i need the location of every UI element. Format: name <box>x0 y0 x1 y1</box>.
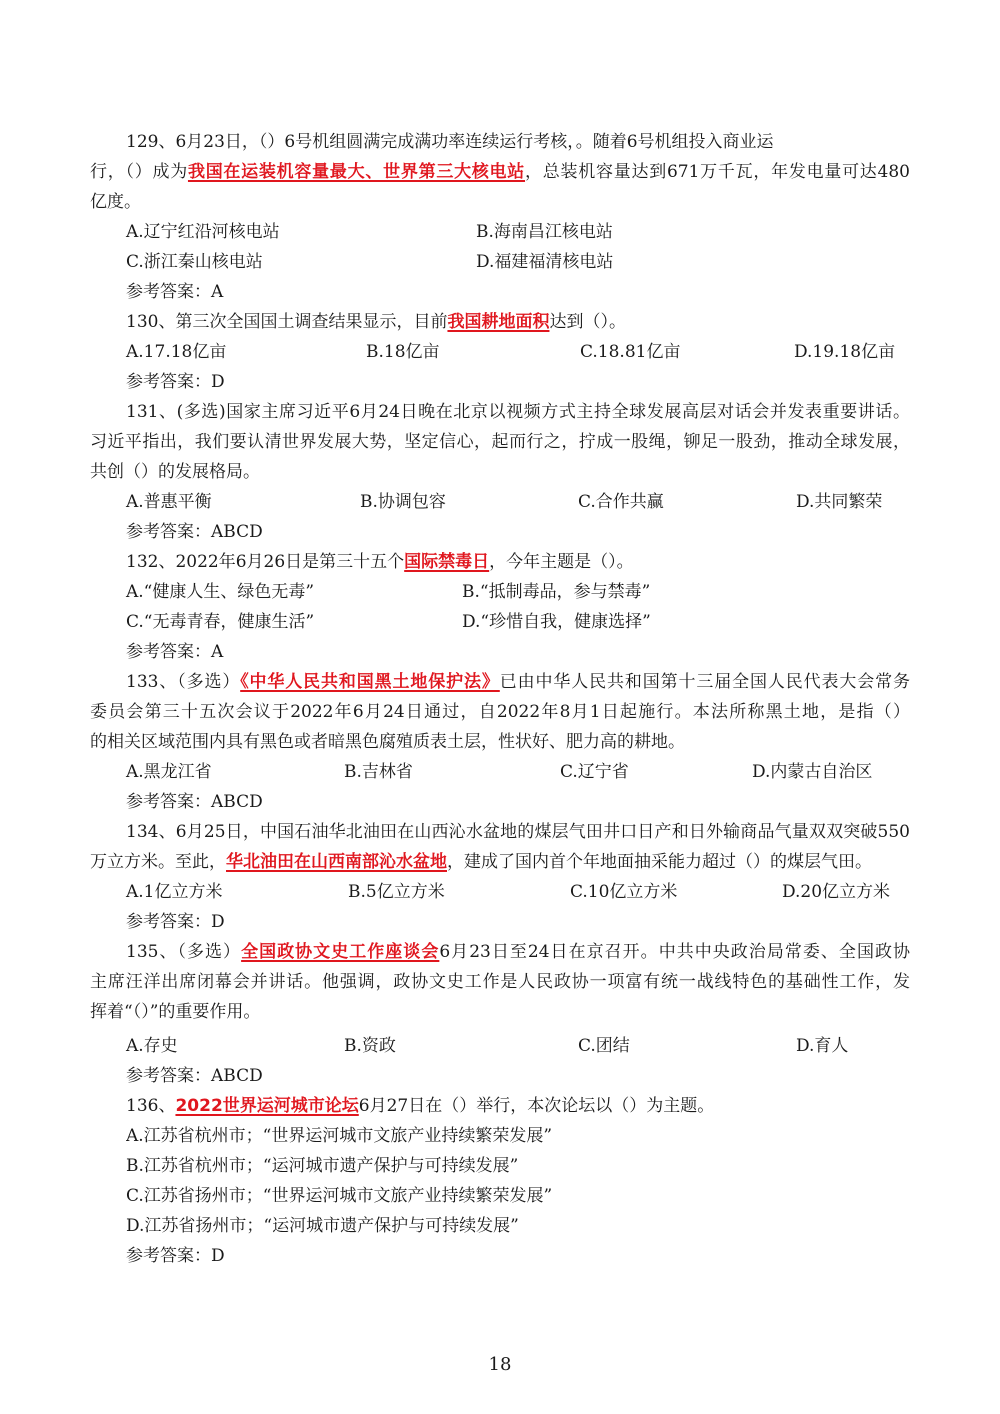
q131-line-2: 习近平指出，我们要认清世界发展大势，坚定信心，起而行之，拧成一股绳，铆足一股劲，推动全球发展， <box>90 432 910 452</box>
q134-line-2: 万立方米。至此，华北油田在山西南部沁水盆地，建成了国内首个年地面抽采能力超过（）的煤层气田。 <box>90 852 872 872</box>
option-d: D.福建福清核电站 <box>476 252 614 272</box>
option-d: D.共同繁荣 <box>796 492 883 512</box>
q134-options <box>126 877 910 907</box>
option-c: C.浙江秦山核电站 <box>126 252 263 272</box>
q129-options-row-2 <box>126 247 910 277</box>
option-a: A.存史 <box>126 1036 178 1056</box>
q136-answer: 参考答案：D <box>126 1246 225 1266</box>
q136-option-a: A.江苏省杭州市；“世界运河城市文旅产业持续繁荣发展” <box>126 1126 553 1146</box>
option-a: A.黑龙江省 <box>126 762 212 782</box>
option-c: C.18.81亿亩 <box>580 342 681 362</box>
highlight-text: 我国在运装机容量最大、世界第三大核电站 <box>187 162 526 182</box>
option-a: A.辽宁红沿河核电站 <box>126 222 280 242</box>
q129-options-row-1 <box>126 217 910 247</box>
q129-line-1: 129、6月23日，（）6号机组圆满完成满功率连续运行考核，。随着6号机组投入商业运 <box>126 132 774 152</box>
option-b: B.海南昌江核电站 <box>476 222 613 242</box>
option-d: D.内蒙古自治区 <box>752 762 873 782</box>
q133-options <box>126 757 910 787</box>
option-c: C.10亿立方米 <box>570 882 678 902</box>
q132-answer: 参考答案：A <box>126 642 224 662</box>
option-b: B.协调包容 <box>360 492 446 512</box>
q133-line-1: 133、（多选）《中华人民共和国黑土地保护法》已由中华人民共和国第十三届全国人民代表大会常务 <box>126 672 910 692</box>
q133-line-3: 的相关区域范围内具有黑色或者暗黑色腐殖质表土层，性状好、肥力高的耕地。 <box>90 732 685 752</box>
option-d: D.20亿立方米 <box>782 882 891 902</box>
highlight-text: 全国政协文史工作座谈会 <box>241 942 440 962</box>
q133-line-2: 委员会第三十五次会议于2022年6月24日通过，自2022年8月1日起施行。本法所称黑土地，是指（） <box>90 702 910 722</box>
option-b: B.“抵制毒品，参与禁毒” <box>462 582 651 602</box>
option-c: C.“无毒青春，健康生活” <box>126 612 315 632</box>
q130-options <box>126 337 910 367</box>
q132-line-1: 132、2022年6月26日是第三十五个国际禁毒日，今年主题是（）。 <box>126 552 634 572</box>
q131-line-1: 131、(多选)国家主席习近平6月24日晚在北京以视频方式主持全球发展高层对话会并发表重要讲话。 <box>126 402 910 422</box>
highlight-text: 2022世界运河城市论坛 <box>175 1096 359 1116</box>
q130-answer: 参考答案：D <box>126 372 225 392</box>
q134-answer: 参考答案：D <box>126 912 225 932</box>
highlight-text: 华北油田在山西南部沁水盆地 <box>226 852 447 872</box>
q132-options-row-2 <box>126 607 910 637</box>
q135-answer: 参考答案：ABCD <box>126 1066 263 1086</box>
q136-option-d: D.江苏省扬州市；“运河城市遗产保护与可持续发展” <box>126 1216 519 1236</box>
q133-answer: 参考答案：ABCD <box>126 792 263 812</box>
page-number: 18 <box>488 1354 512 1375</box>
q135-line-2: 主席汪洋出席闭幕会并讲话。他强调，政协文史工作是人民政协一项富有统一战线特色的基础性工作，发 <box>90 972 910 992</box>
highlight-text: 国际禁毒日 <box>404 552 490 572</box>
q131-line-3: 共创（）的发展格局。 <box>90 462 260 482</box>
option-b: B.吉林省 <box>344 762 413 782</box>
option-d: D.19.18亿亩 <box>794 342 896 362</box>
q134-line-1: 134、6月25日，中国石油华北油田在山西沁水盆地的煤层气田井口日产和日外输商品气量双双突破550 <box>126 822 910 842</box>
q135-line-3: 挥着“（）”的重要作用。 <box>90 1002 261 1022</box>
q131-answer: 参考答案：ABCD <box>126 522 263 542</box>
option-d: D.“珍惜自我，健康选择” <box>462 612 651 632</box>
option-d: D.育人 <box>796 1036 849 1056</box>
q132-options-row-1 <box>126 577 910 607</box>
option-a: A.1亿立方米 <box>126 882 223 902</box>
highlight-text: 我国耕地面积 <box>447 312 550 332</box>
q136-line-1: 136、2022世界运河城市论坛6月27日在（）举行，本次论坛以（）为主题。 <box>126 1096 715 1116</box>
q129-line-2: 行，（）成为我国在运装机容量最大、世界第三大核电站，总装机容量达到671万千瓦，年发电量可达480 <box>90 162 910 182</box>
q131-options <box>126 487 910 517</box>
option-a: A.17.18亿亩 <box>126 342 227 362</box>
q136-option-c: C.江苏省扬州市；“世界运河城市文旅产业持续繁荣发展” <box>126 1186 553 1206</box>
option-c: C.合作共赢 <box>578 492 664 512</box>
q129-line-3: 亿度。 <box>90 192 141 212</box>
q135-options <box>126 1031 910 1061</box>
q130-line-1: 130、第三次全国国土调查结果显示，目前我国耕地面积达到（）。 <box>126 312 626 332</box>
option-a: A.普惠平衡 <box>126 492 212 512</box>
option-b: B.5亿立方米 <box>348 882 445 902</box>
highlight-text: 《中华人民共和国黑土地保护法》 <box>240 672 500 692</box>
option-a: A.“健康人生、绿色无毒” <box>126 582 315 602</box>
option-c: C.团结 <box>578 1036 630 1056</box>
option-c: C.辽宁省 <box>560 762 629 782</box>
option-b: B.资政 <box>344 1036 396 1056</box>
option-b: B.18亿亩 <box>366 342 440 362</box>
q135-line-1: 135、（多选）全国政协文史工作座谈会6月23日至24日在京召开。中共中央政治局常委、全国政协 <box>126 942 910 962</box>
q129-answer: 参考答案：A <box>126 282 224 302</box>
q136-option-b: B.江苏省杭州市；“运河城市遗产保护与可持续发展” <box>126 1156 519 1176</box>
